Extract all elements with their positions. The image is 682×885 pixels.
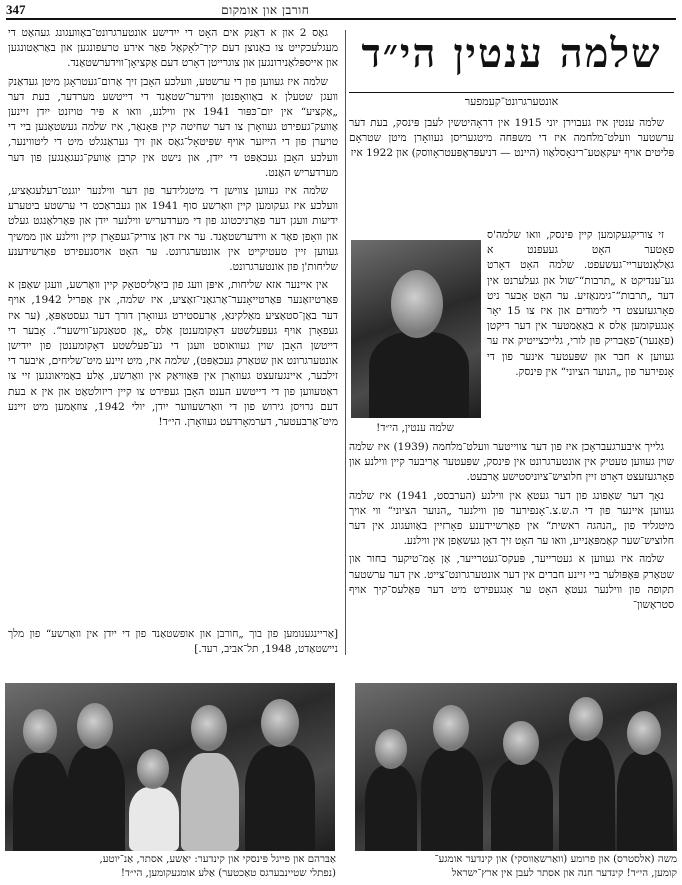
right-column-wrap: [487, 228, 674, 424]
paragraph: נאָך דער שאַפונג פון דער געטאָ אין ווילנע (הערבסט, 1941) איז שלמה געווען איינער פון די ה.ש.צ.־אָנפירער פון ווילנער „הנוער הציוני“ ווי אויך מיטגליד פון „הנהגה ראשית“ אין פאַרשיידענע פאָרזיין באַוועגונג אין דער חלוציש־שער קאַמפּאַנייע, וואו ער האָט זיך דאָן געשאַפן אין ווילנע.: [349, 489, 674, 548]
paragraph: גלייך איבערגעבראָכן איז פון דער צווייטער וועלט־מלחמה (1939) איז שלמה שוין געווען טעטיק אין אונטערגרונט אין פּינסק, שפּעטער אַריבער קיין ווילנע און פאָרגעזעצט דאָרט זיין חלוציש־ציוניסטישע אַרבעט.: [349, 441, 674, 484]
article-byline: אונטערגרונט־קעמפער: [464, 95, 559, 108]
right-column-intro: [349, 116, 674, 228]
article-title: שלמה ענטין הי״ד: [361, 30, 662, 77]
paragraph: גאַס 2 און א דאַנק אים האָט די ייִדישע אונטערגרונט־באַוועגונג געהאַט די מעגלעכקייט צו באַנוצן דעם קיך־לאָקאַל פאַר אירע טרעפונגען און באַראַטונגען און אייספּלאַנירונגען און צוגרייטן דאָרט דעם אַקציאָן־ווידערשטאַנד.: [8, 27, 338, 70]
column-divider: [345, 30, 346, 655]
right-column-lower: [349, 440, 674, 653]
family-caption-left: אַבּרהם און פייגל פּינסקי און קינדער: יאַשע, אסתר, אַנ־יוטע, (נפתלי שטיינבערגס טאַכטער) אַלע אומגעקומען, הי״ד!: [99, 854, 336, 879]
portrait-photo: [351, 240, 481, 418]
page-number: 347: [6, 2, 26, 17]
page-header: [6, 2, 676, 20]
paragraph: שלמה איז געווען פון די ערשטע, וועלכע האָבן זיך אַרום־געטראָגן מיטן געדאַנק וועגן שטעלן א באַוואָפנטן ווידער־שטאַנד די דייטשע מערדער, בעת דער „אַקציע“ אין יום־כּפּור 1941 אין ווילנע, וואו א פּיר טויזנט ייִדן זיינען אַוועק־געפירט געוואָרן צו דער שחיטה קיין פּאָנאַר, איז שלמה געשטאַנען ביי די טויערן פון די הייזער אויף שפּיטאָל־גאַס און זיך געראַנגלט מיט די ליטווינער, וועלכע האָבן געכאַפּט די ייִדן, און נישט אין קרבן אַוועק־געגאַנגען פון דער מערדעריש האַנט.: [8, 75, 338, 179]
title-rule: [349, 92, 674, 93]
source-note: [אַריינגענומען פון בוך „חורבן און אופשטאַנד פון די ייִדן אין וואַרשע“ פון מלך ניישטאַדט, 1948, תל־אביב, רעד.]: [8, 628, 338, 655]
portrait-caption: שלמה ענטין, הי״ד!: [376, 422, 454, 434]
family-caption-right: משה (אלסטרס) און פרומע (וואַרשאַווסקי) און קינדער אומגע־ קומען, הי״ד! קינדער חנה און אסתר לעבן אין ארץ־ישראל: [434, 854, 677, 879]
paragraph: שלמה ענטין איז געבוירן יוני 1915 אין דראָהיטשין לעבן פּינסק, בעת דער ערשטער וועלט־מלחמה איז די משפּחה מיטגעריסן געוואָרן מיטן שטראָם פּליטים אויף יעקאַטע־רינאָסלאַוו (היינט — דניעפּראָפּעטראָווסק) און 1922 איז: [349, 117, 674, 160]
left-column: [8, 26, 338, 626]
paragraph: שלמה איז געווען א געטרייער, פּעקס־געטרייער, אַן אָמ־טיקער בחור און שטאַרק פּאָפּולער ביי זיינע חברים אין דער אונטערגרונט־צייט. אין דער ערשטער תקופה פון ווילנער געטאָ האָט ער אָנגעפירט מיט דער פּאַלעס־קיך אויף סטראַשון־: [349, 553, 674, 612]
paragraph: זי צוריקגעקומען קיין פּינסק, וואו שלמה'ס פאָטער האָט געעפנט א גאַלאַנטעריי־געשעפט. שלמה האָט דאָרט גע־ענדיקט א „תרבות“־שול און געלערנט אין דער „תרבות“־גימנאַזיע. ער האָט אָבער ניט פאָרגעזעצט די לימודים און איז צו 15 יאָר אָנגעקומען אַלס א באַאַמטער אין דער דיקטן (פאַנער)־פאַבריק פון לורי, גלייכצייטיק איז ער געווען א חבר און שפּעטער אינער פון די אָנפירער פון „הנוער הציוני“ אין פּינסק.: [487, 229, 674, 378]
family-photo-right: [355, 683, 677, 851]
family-photo-left: [5, 683, 335, 851]
running-title: חורבן און אומקום: [221, 3, 310, 17]
paragraph: שלמה איז געווען צווישן די מיטגלידער פון דער ווילנער יוגנט־דעלעגאַציע, וועלכע איז געקומען קיין וואַרשע סוף 1941 און געבראַכט די ערשטע ביטערע ידיעות וועגן דער פאַרניכטונג פון די מערדעריש ווילנער ייִדן און פּאַרלאַנגט געלט און וואָפן פאַר א ווידערשטאַנד. ער איז דאַן צוריק־געפאָרן קיין ווילנע און ממשיך געווען זיין טעטיקייט אין אונטערגרונט. ער האָט אויסגעפירט פאַרשידענע שליחות'ן פון אונטערגרונט.: [8, 185, 338, 274]
paragraph: אין איינער אזא שליחות, איפּן וועג פון ביאַליסטאָק קיין וואַרשע, וועגן שאַפן א פּאַרטיזאַנער פּאַרטייאָנער־אַרגאַני־זאַציע, איז שלמה, אין אַפּריל 1942, אויף דער באַן־סטאַציע מאַלקינאַ, אַרעסטירט געוואָרן דורך דער געסטאַפּאָ, (ער איז געפאָרן אויף געפעלשטע דאָקומענטן אַלס „אַן סטאַנקע־ווישער“. אָבער די דייטשן האָבן שוין געוואוסט וועגן די גע־פעלשטע דאָקומענטן פון ייִדישן אונטערגרונט און שטאַרק געכאַפּט), שלמה איז, מיט זיינע מיט־שליחים, איבער די זילבער, איינגעזעצט געוואָרן אין פּאַוויאַק אין וואַרשע, אַלע באַמיאונגען זיי צו ראַטעווען פון די דייטשע הענט האָבן געפירט צו קיין ריזולטאַט און אין א בעת דעם גרויסן גירוש פון די וואַרשעווער ייִדן, יולי 1942, צוזאַמען מיט זיינע מיט־אַרבעטער, דערמאָרדעט געוואָרן. הי״ד!: [8, 279, 338, 429]
